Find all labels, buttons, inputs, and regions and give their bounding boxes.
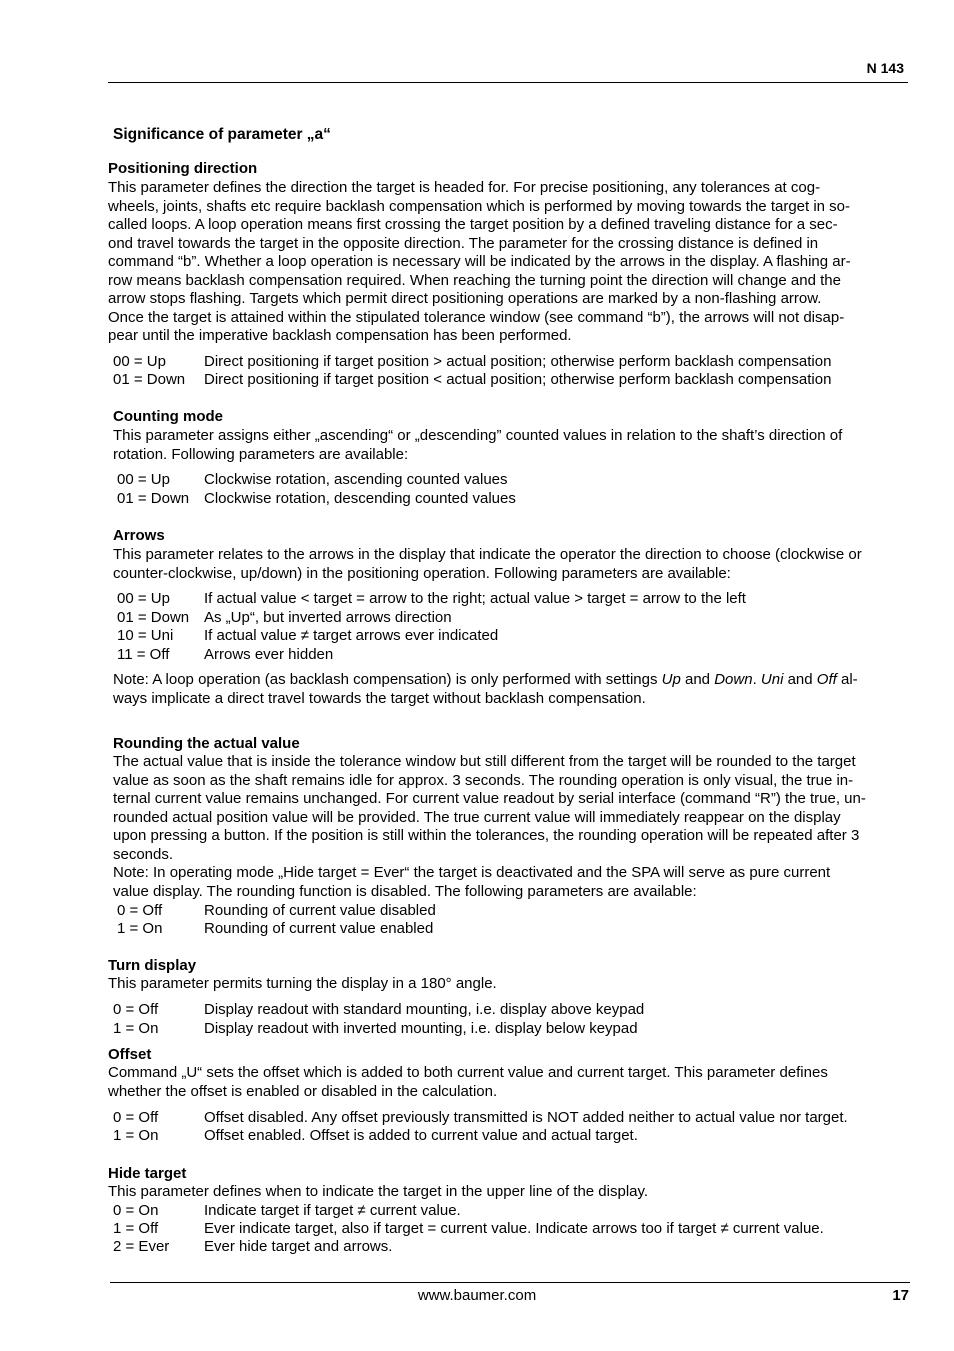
parameter-description: Display readout with standard mounting, i.e. display above keypad: [204, 1001, 645, 1018]
parameter-description: Indicate target if target ≠ current value.: [204, 1202, 461, 1219]
heading-turn-display: Turn display: [108, 957, 197, 974]
parameter-code: 0 = On: [113, 1202, 159, 1219]
parameter-description: If actual value < target = arrow to the right; actual value > target = arrow to the left: [204, 590, 746, 607]
parameter-code: 2 = Ever: [113, 1238, 170, 1255]
paragraph-counting-mode: This parameter assigns either „ascending“ or „descending” counted values in relation to the shaft’s direction of rotation. Following parameters are available:: [113, 427, 843, 463]
parameter-code: 0 = Off: [113, 1001, 159, 1018]
parameter-description: Offset disabled. Any offset previously transmitted is NOT added neither to actual value nor target.: [204, 1109, 848, 1126]
parameter-description: Arrows ever hidden: [204, 646, 334, 663]
parameter-description: Direct positioning if target position < actual position; otherwise perform backlash compensation: [204, 371, 832, 388]
paragraph-rounding: The actual value that is inside the tolerance window but still different from the target will be rounded to the target value as soon as the shaft remains idle for approx. 3 seconds. The rounding operation is only visual, the true in- ternal current value remains unchanged. For current value readout by serial interface (command “R”) the true, un- rounded actual position value will be provided. The true current value will immediately reappear on the display upon pressing a button. If the position is still within the tolerances, the rounding operation will be repeated after 3 seconds. Note: In operating mode „Hide target = Ever“ the target is deactivated and the SPA will serve as pure current value display. The rounding function is disabled. The following parameters are available:: [113, 753, 866, 900]
heading-hide-target: Hide target: [108, 1165, 187, 1182]
document-id: N 143: [866, 60, 904, 76]
parameter-description: Ever indicate target, also if target = current value. Indicate arrows too if target ≠ current value.: [204, 1220, 824, 1237]
header-rule: [108, 82, 908, 83]
parameter-description: Rounding of current value enabled: [204, 920, 434, 937]
parameter-code: 00 = Up: [117, 471, 170, 488]
parameter-description: Clockwise rotation, descending counted values: [204, 490, 516, 507]
parameter-code: 00 = Up: [117, 590, 170, 607]
parameter-code: 1 = Off: [113, 1220, 159, 1237]
heading-offset: Offset: [108, 1046, 152, 1063]
parameter-code: 00 = Up: [113, 353, 166, 370]
parameter-code: 1 = On: [113, 1127, 159, 1144]
paragraph-arrows: This parameter relates to the arrows in the display that indicate the operator the direction to choose (clockwise or counter-clockwise, up/down) in the positioning operation. Following parameters are available:: [113, 546, 862, 582]
paragraph-offset: Command „U“ sets the offset which is added to both current value and current target. This parameter defines whether the offset is enabled or disabled in the calculation.: [108, 1064, 828, 1100]
paragraph-hide-target: This parameter defines when to indicate the target in the upper line of the display.: [108, 1183, 649, 1200]
parameter-code: 0 = Off: [113, 1109, 159, 1126]
parameter-code: 10 = Uni: [117, 627, 174, 644]
heading-positioning-direction: Positioning direction: [108, 160, 258, 177]
page-title: Significance of parameter „a“: [113, 126, 331, 143]
footer-rule: [110, 1282, 910, 1283]
parameter-description: If actual value ≠ target arrows ever indicated: [204, 627, 499, 644]
parameter-code: 01 = Down: [113, 371, 186, 388]
parameter-code: 11 = Off: [117, 646, 170, 663]
heading-counting-mode: Counting mode: [113, 408, 223, 425]
parameter-description: Ever hide target and arrows.: [204, 1238, 393, 1255]
heading-arrows: Arrows: [113, 527, 165, 544]
page-number: 17: [892, 1287, 909, 1304]
parameter-description: Display readout with inverted mounting, i.e. display below keypad: [204, 1020, 638, 1037]
parameter-description: Rounding of current value disabled: [204, 902, 436, 919]
paragraph-turn-display: This parameter permits turning the display in a 180° angle.: [108, 975, 497, 992]
parameter-code: 01 = Down: [117, 609, 190, 626]
parameter-code: 1 = On: [117, 920, 163, 937]
heading-rounding: Rounding the actual value: [113, 735, 300, 752]
parameter-description: As „Up“, but inverted arrows direction: [204, 609, 452, 626]
paragraph-positioning-direction: This parameter defines the direction the target is headed for. For precise positioning, any tolerances at cog- wheels, joints, shafts etc require backlash compensation which is performed by moving towards the target in so- called loops. A loop operation means first crossing the target position by a defined traveling distance for a sec- ond travel towards the target in the opposite direction. The parameter for the crossing distance is defined in command “b”. Whether a loop operation is necessary will be indicated by the arrows in the display. A flashing ar- row means backlash compensation required. When reaching the turning point the direction will change and the arrow stops flashing. Targets which permit direct positioning operations are marked by a non-flashing arrow. Once the target is attained within the stipulated tolerance window (see command “b”), the arrows will not disap- pear until the imperative backlash compensation has been performed.: [108, 179, 851, 344]
parameter-description: Direct positioning if target position > actual position; otherwise perform backlash compensation: [204, 353, 832, 370]
parameter-description: Offset enabled. Offset is added to current value and actual target.: [204, 1127, 638, 1144]
footer-website: www.baumer.com: [417, 1287, 537, 1304]
parameter-description: Clockwise rotation, ascending counted values: [204, 471, 508, 488]
note-arrows: Note: A loop operation (as backlash compensation) is only performed with settings Up and Down. Uni and Off al- ways implicate a direct travel towards the target without backlash compensation.: [113, 671, 858, 707]
parameter-code: 1 = On: [113, 1020, 159, 1037]
parameter-code: 01 = Down: [117, 490, 190, 507]
parameter-code: 0 = Off: [117, 902, 163, 919]
